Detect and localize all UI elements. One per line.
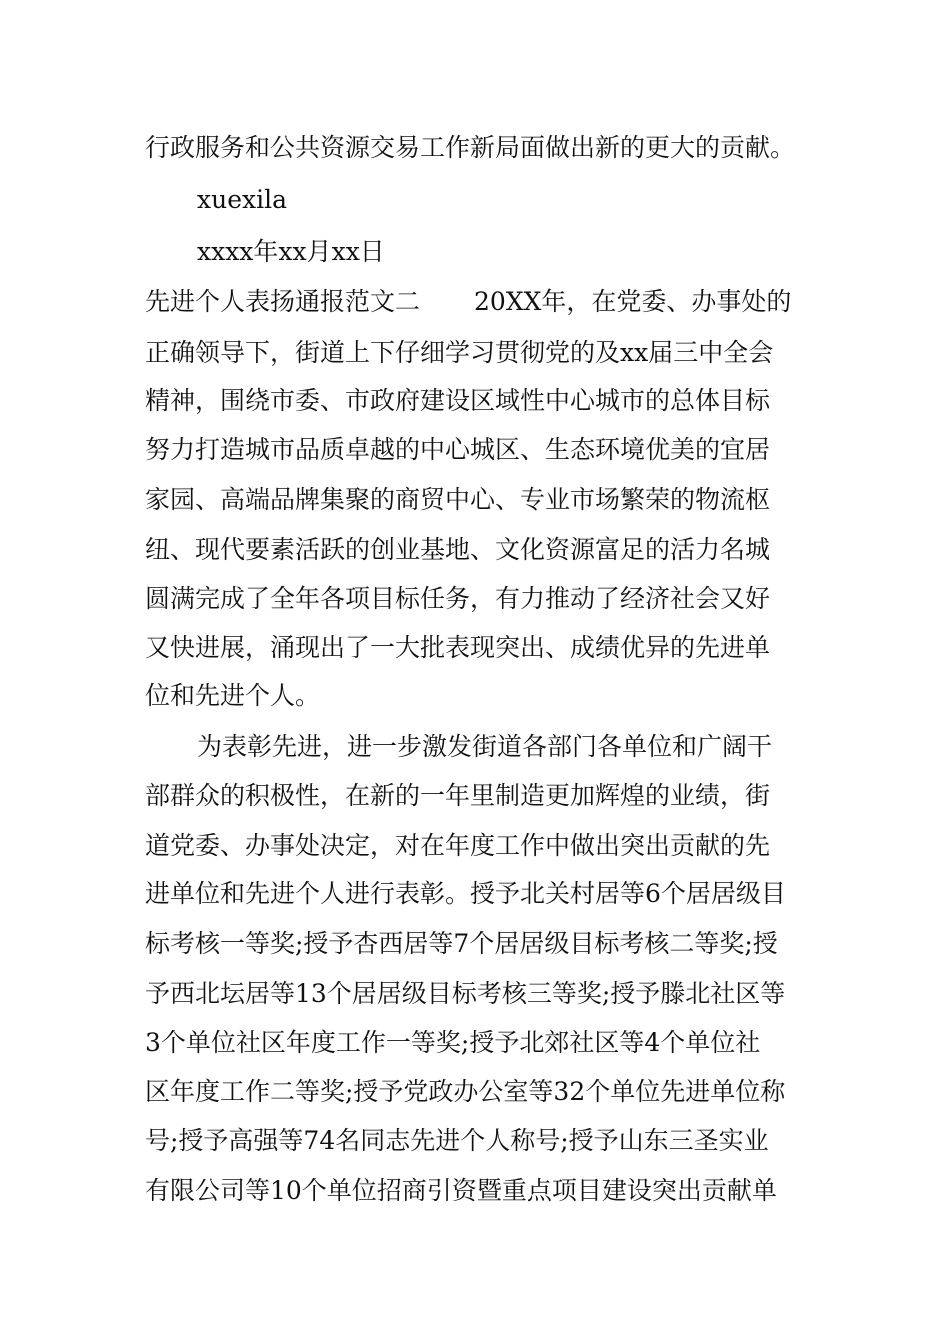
paragraph-2-line-8: 区年度工作二等奖;授予党政办公室等32个单位先进单位称 (145, 1077, 786, 1106)
signature-name: xuexila (197, 185, 287, 214)
paragraph-2-line-6: 予西北坛居等13个居居级目标考核三等奖;授予滕北社区等 (145, 979, 786, 1008)
text-line-11: 圆满完成了全年各项目标任务，有力推动了经济社会又好 (145, 584, 771, 613)
paragraph-2-line-3: 道党委、办事处决定，对在年度工作中做出突出贡献的先 (145, 831, 771, 860)
paragraph-2-line-9: 号;授予高强等74名同志先进个人称号;授予山东三圣实业 (145, 1126, 769, 1155)
paragraph-2-line-7: 3个单位社区年度工作一等奖;授予北郊社区等4个单位社 (145, 1028, 761, 1057)
signature-date: xxxx年xx月xx日 (197, 237, 385, 266)
paragraph-2-line-1: 为表彰先进，进一步激发街道各部门各单位和广阔干 (197, 732, 773, 761)
text-line-10: 纽、现代要素活跃的创业基地、文化资源富足的活力名城 (145, 535, 771, 564)
paragraph-2-line-4: 进单位和先进个人进行表彰。授予北关村居等6个居居级目 (145, 879, 786, 908)
paragraph-start: 20XX年，在党委、办事处的 (474, 287, 792, 316)
paragraph-2-line-10: 有限公司等10个单位招商引资暨重点项目建设突出贡献单 (145, 1176, 777, 1205)
text-line-6: 正确领导下，街道上下仔细学习贯彻党的及xx届三中全会 (145, 338, 774, 367)
text-line-1: 行政服务和公共资源交易工作新局面做出新的更大的贡献。 (145, 133, 796, 162)
text-line-9: 家园、高端品牌集聚的商贸中心、专业市场繁荣的物流枢 (145, 485, 771, 514)
paragraph-2-line-2: 部群众的积极性，在新的一年里制造更加辉煌的业绩，街 (145, 781, 771, 810)
section-heading-line (145, 285, 810, 319)
text-line-7: 精神，围绕市委、市政府建设区域性中心城市的总体目标 (145, 386, 771, 415)
text-line-13: 位和先进个人。 (145, 681, 321, 710)
paragraph-2-line-5: 标考核一等奖;授予杏西居等7个居居级目标考核二等奖;授 (145, 929, 778, 958)
text-line-12: 又快进展，涌现出了一大批表现突出、成绩优异的先进单 (145, 633, 771, 662)
section-title: 先进个人表扬通报范文二 (145, 287, 421, 316)
text-line-8: 努力打造城市品质卓越的中心城区、生态环境优美的宜居 (145, 435, 771, 464)
